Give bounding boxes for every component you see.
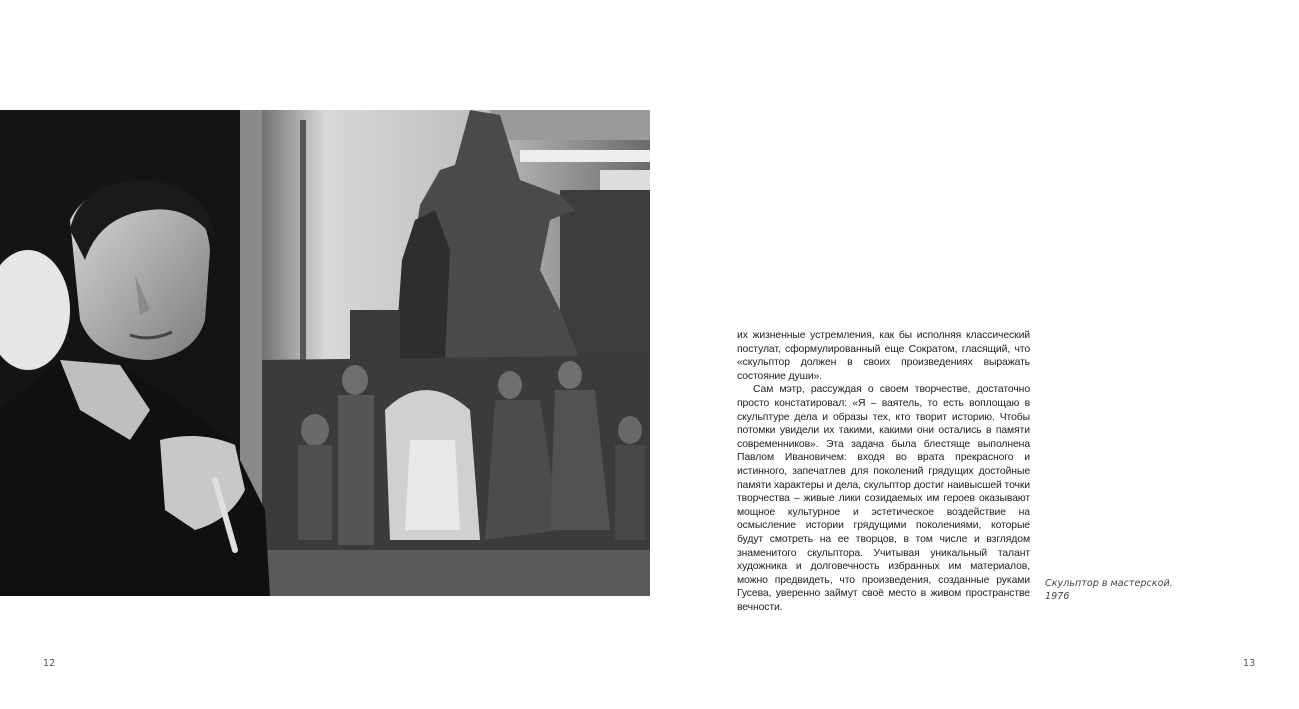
page-number-right: 13 <box>1243 658 1256 669</box>
page-number-left: 12 <box>43 658 56 669</box>
body-paragraph-1: их жизненные устремления, как бы исполняя классический постулат, сформулированный еще Сократом, гласящий, что «скульптор должен в своих произведениях выражать состояние души». <box>737 330 1030 382</box>
body-text <box>737 329 1030 614</box>
photo-caption <box>1045 577 1195 603</box>
caption-line-1: Скульптор в мастерской. <box>1045 578 1173 589</box>
body-paragraph-2: Сам мэтр, рассуждая о своем творчестве, достаточно просто констатировал: «Я – ваятель, то есть воплощаю в скульптуре дела и образы тех, кто творит историю. Чтобы потомки увидели их такими, какими они остались в памяти современников». Эта задача была блестяще выполнена Павлом Ивановичем: входя во врата прекрасного и истинного, запечатлев для поколений грядущих достойные памяти характеры и дела, скульптор достиг наивысшей точки творчества – живые лики созидаемых им героев оказывают мощное культурное и эстетическое воздействие на осмысление истории грядущими поколениями, которые будут смотреть на ее творцов, в том числе и взглядом знаменитого скульптора. Учитывая уникальный талант художника и долговечность избранных им материалов, можно предвидеть, что произведения, созданные руками Гусева, уверенно займут своё место в живом пространстве вечности. <box>737 384 1030 613</box>
caption-line-2: 1976 <box>1045 591 1070 602</box>
sculptor-photo-drawing <box>0 110 650 596</box>
sculptor-photo <box>0 110 650 596</box>
